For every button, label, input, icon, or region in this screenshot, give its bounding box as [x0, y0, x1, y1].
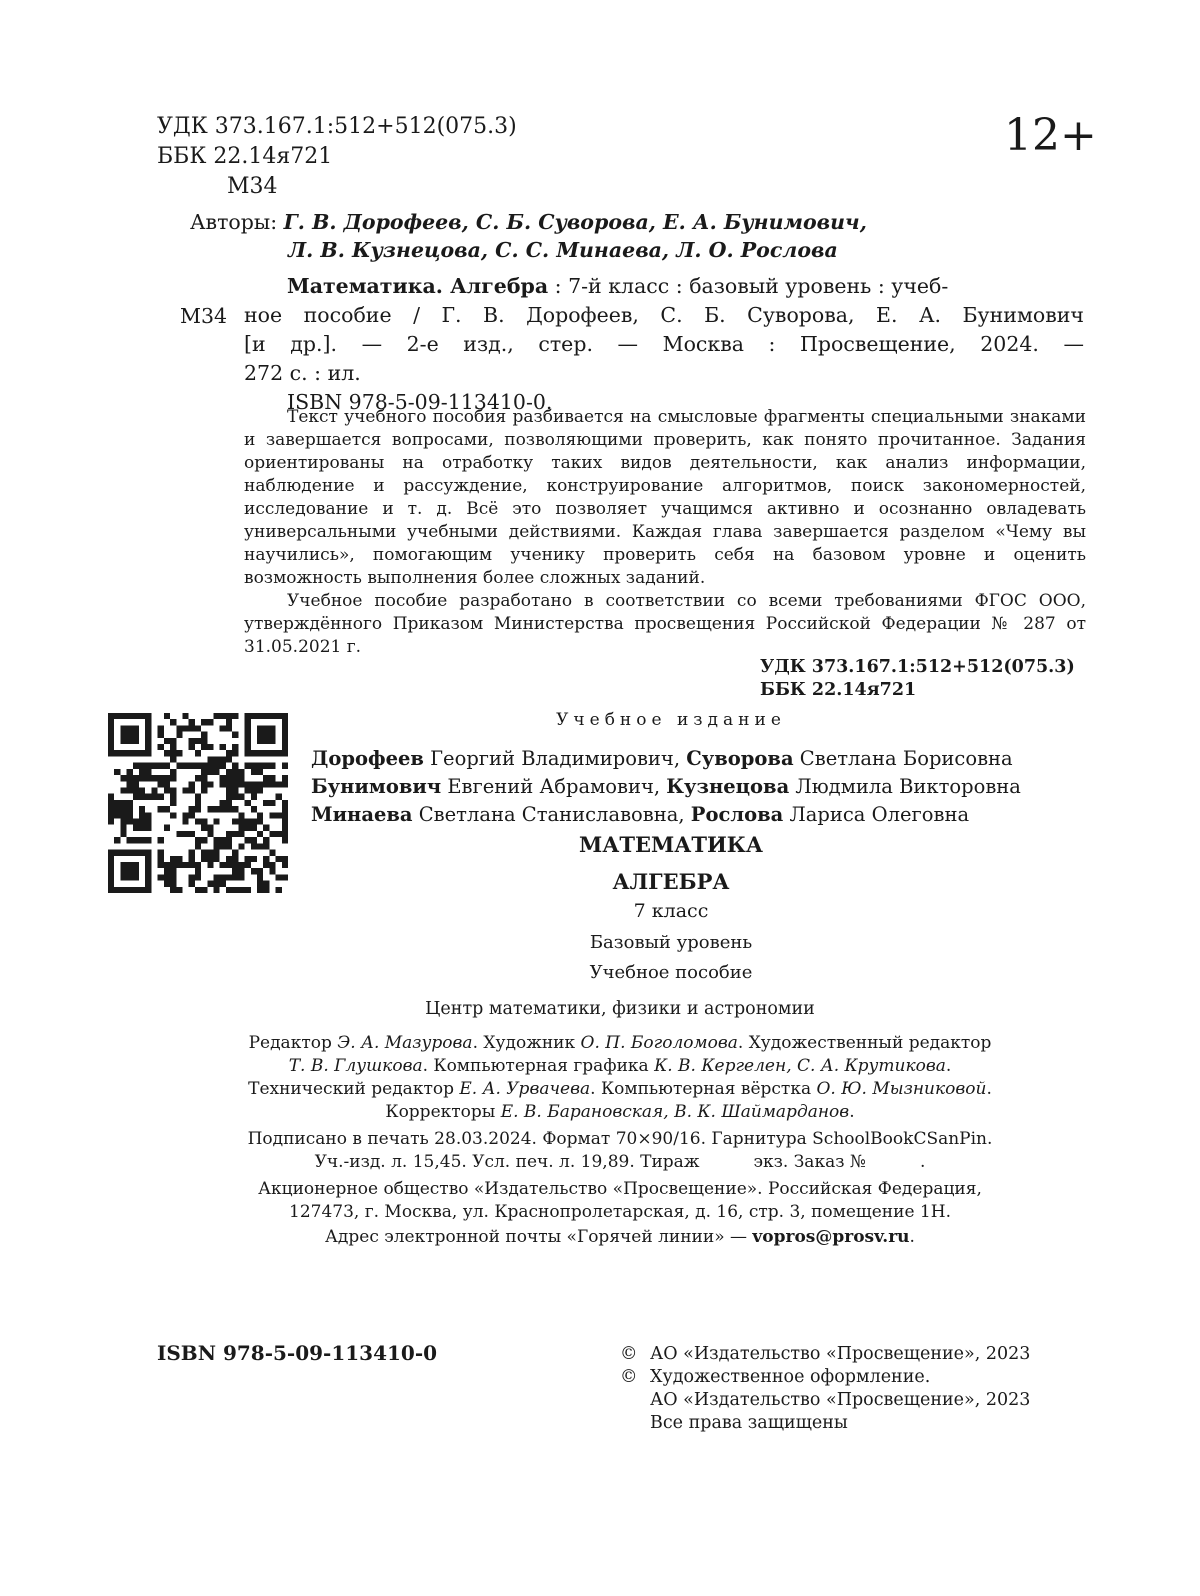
card-title-rest: : 7-й класс : базовый уровень : учеб- — [554, 274, 949, 298]
punctuation: . — [909, 1227, 915, 1247]
copyright-icon: © — [620, 1367, 638, 1387]
punctuation: . — [945, 1056, 952, 1076]
punctuation: . — [986, 1079, 992, 1099]
copyright-icon: © — [620, 1344, 638, 1364]
qr-code-icon — [108, 713, 288, 893]
authors-line-2: Л. В. Кузнецова, С. С. Минаева, Л. О. Рослова — [288, 238, 838, 262]
surname: Минаева — [311, 803, 413, 826]
given-names: Евгений Абрамович, — [441, 775, 667, 798]
annotation-paragraph-1: Текст учебного пособия разбивается на смысловые фрагменты специальными знаками и завершается вопросами, позволяющими проверить, как понято прочитанное. Задания ориентированы на отработку таких видов деятельности, как анализ информации, наблюдение и рассуждение, конструирование алгоритмов, поиск закономерностей, исследование и т. д. Всё это позволяет учащимся активно и осознанно овладевать универсальными учебными действиями. Каждая глава завершается разделом «Чему вы научились», помогающим ученику проверить себя на базовом уровне и оценить возможность выполнения более сложных заданий. — [244, 407, 1086, 588]
card-line-2: ное пособие / Г. В. Дорофеев, С. Б. Суворова, Е. А. Бунимович — [244, 303, 1084, 327]
punctuation: . — [849, 1102, 855, 1122]
tech-editor-label: Технический редактор — [248, 1079, 460, 1099]
level: Базовый уровень — [589, 932, 753, 953]
print-line-1: Подписано в печать 28.03.2024. Формат 70×90/16. Гарнитура SchoolBookCSanPin. — [247, 1129, 993, 1149]
authors-line-1: Г. В. Дорофеев, С. Б. Суворова, Е. А. Бунимович, — [283, 210, 867, 234]
editor-name: Э. А. Мазурова — [337, 1033, 473, 1053]
card-title — [287, 272, 1084, 301]
isbn-footer: ISBN 978-5-09-113410-0 — [157, 1341, 438, 1365]
publication-type: Учебное пособие — [589, 962, 753, 983]
staff-credits — [120, 1032, 1120, 1124]
authors-block — [190, 208, 867, 264]
proofreaders-label: Корректоры — [385, 1102, 501, 1122]
given-names: Георгий Владимирович, — [423, 747, 687, 770]
card-line-4: 272 с. : ил. — [244, 361, 361, 385]
proofreaders-names: Е. В. Барановская, В. К. Шаймарданов — [500, 1102, 850, 1122]
print-info — [120, 1128, 1120, 1174]
card-author-mark: М34 — [180, 304, 228, 328]
udk-code: УДК 373.167.1:512+512(075.3) — [157, 114, 517, 139]
card-udk: УДК 373.167.1:512+512(075.3) — [760, 657, 1075, 677]
age-rating: 12+ — [1004, 110, 1097, 161]
artist-name: О. П. Боголомова — [580, 1033, 738, 1053]
course-title: АЛГЕБРА — [612, 869, 730, 894]
author-mark: М34 — [227, 174, 278, 199]
names-row — [311, 801, 1021, 829]
names-row — [311, 745, 1021, 773]
card-codes — [760, 656, 1075, 702]
surname: Дорофеев — [311, 747, 424, 770]
layout-label: . Компьютерная вёрстка — [590, 1079, 817, 1099]
given-names: Людмила Викторовна — [789, 775, 1021, 798]
copyright-line-3: АО «Издательство «Просвещение», 2023 — [650, 1390, 1031, 1410]
grade: 7 класс — [633, 900, 709, 922]
card-bbk: ББК 22.14я721 — [760, 680, 917, 700]
print-line-2: Уч.-изд. л. 15,45. Усл. печ. л. 19,89. Тираж экз. Заказ № . — [314, 1152, 926, 1172]
publisher-line-2: 127473, г. Москва, ул. Краснопролетарская, д. 16, стр. 3, помещение 1Н. — [289, 1202, 951, 1222]
surname: Кузнецова — [666, 775, 790, 798]
card-title-bold: Математика. Алгебра — [287, 274, 549, 298]
email-address: vopros@prosv.ru — [752, 1227, 910, 1247]
surname: Суворова — [686, 747, 794, 770]
annotation-paragraph-2: Учебное пособие разработано в соответствии со всеми требованиями ФГОС ООО, утверждённого Приказом Министерства просвещения Российской Федерации № 287 от 31.05.2021 г. — [244, 591, 1086, 657]
annotation — [244, 406, 1086, 659]
artist-label: . Художник — [472, 1033, 581, 1053]
editor-label: Редактор — [248, 1033, 338, 1053]
art-editor-name: Т. В. Глушкова — [288, 1056, 423, 1076]
copyright-line-2: Художественное оформление. — [650, 1367, 931, 1387]
given-names: Светлана Станиславовна, — [412, 803, 691, 826]
card-line-3: [и др.]. — 2-е изд., стер. — Москва : Просвещение, 2024. — — [244, 332, 1084, 356]
copyright-block — [620, 1343, 1030, 1435]
tech-editor-name: Е. А. Урвачева — [459, 1079, 591, 1099]
email-label: Адрес электронной почты «Горячей линии» — — [325, 1227, 753, 1247]
card-body — [244, 301, 1084, 417]
edition-label: Учебное издание — [556, 710, 786, 730]
given-names: Светлана Борисовна — [793, 747, 1013, 770]
names-row — [311, 773, 1021, 801]
rights-reserved: Все права защищены — [650, 1413, 848, 1433]
publisher-line-1: Акционерное общество «Издательство «Просвещение». Российская Федерация, — [258, 1179, 982, 1199]
authors-label: Авторы: — [190, 210, 278, 234]
hotline-email — [120, 1226, 1120, 1249]
publisher-address — [120, 1178, 1120, 1224]
layout-name: О. Ю. Мызниковой — [816, 1079, 987, 1099]
graphics-label: . Компьютерная графика — [422, 1056, 655, 1076]
bbk-code: ББК 22.14я721 — [157, 144, 333, 169]
subject-title: МАТЕМАТИКА — [578, 832, 763, 857]
author-full-names — [311, 745, 1021, 829]
art-editor-label: . Художественный редактор — [737, 1033, 992, 1053]
card-isbn: ISBN 978-5-09-113410-0. — [287, 390, 553, 414]
classification-codes — [157, 112, 517, 202]
copyright-line-1: АО «Издательство «Просвещение», 2023 — [650, 1344, 1031, 1364]
publishing-center: Центр математики, физики и астрономии — [425, 999, 815, 1019]
surname: Рослова — [690, 803, 784, 826]
given-names: Лариса Олеговна — [783, 803, 970, 826]
surname: Бунимович — [311, 775, 442, 798]
graphics-names: К. В. Кергелен, С. А. Крутикова — [654, 1056, 946, 1076]
